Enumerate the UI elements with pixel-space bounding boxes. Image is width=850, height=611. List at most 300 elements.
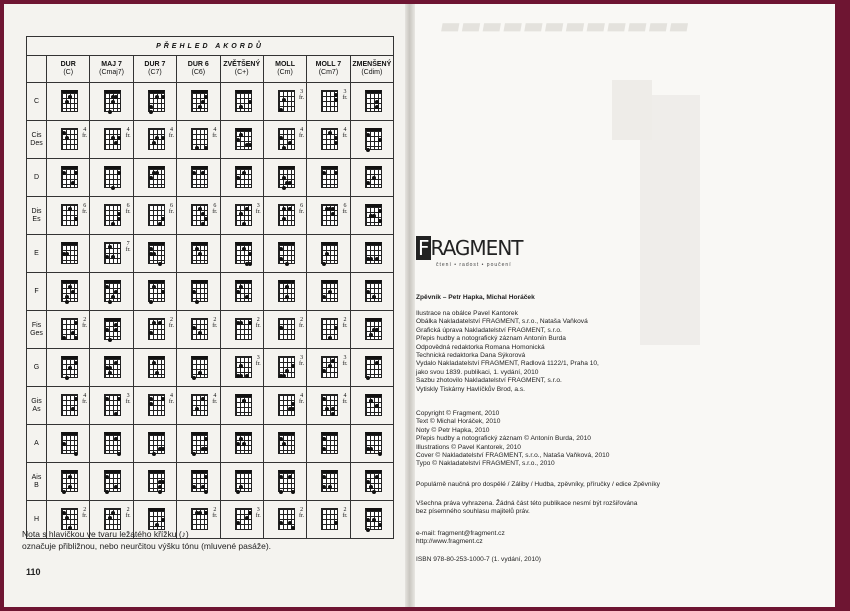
- finger-dot: [366, 133, 370, 137]
- column-name: ZMENŠENÝ: [352, 61, 392, 68]
- chord-diagram: [235, 242, 252, 264]
- finger-dot: [117, 452, 121, 456]
- chord-root-name: Fis Ges: [27, 311, 47, 349]
- fret-label: 3 fr.: [298, 355, 305, 367]
- chord-cell: [220, 273, 263, 311]
- finger-dot: [288, 141, 292, 145]
- finger-dot: [282, 98, 286, 102]
- finger-dot: [149, 402, 153, 406]
- column-header: [350, 56, 393, 83]
- chord-diagram: [148, 90, 165, 112]
- fret-label: 4 fr.: [82, 127, 88, 139]
- finger-dot: [74, 361, 78, 365]
- fret-label: 2 fr.: [298, 317, 305, 329]
- copyright-line: Typo © Nakladatelství FRAGMENT, s.r.o., 2010: [416, 460, 555, 468]
- finger-dot: [65, 252, 69, 256]
- finger-dot: [334, 136, 338, 140]
- chord-cell: [350, 387, 393, 425]
- chord-cell: [263, 83, 306, 121]
- chord-diagram: [235, 166, 252, 188]
- finger-dot: [105, 328, 109, 332]
- finger-dot: [366, 148, 370, 152]
- chord-diagram: [235, 280, 252, 302]
- logo-text: RAGMENT: [430, 236, 523, 260]
- chord-diagram: [148, 508, 165, 530]
- chord-diagram: [278, 470, 295, 492]
- chord-cell: [47, 311, 90, 349]
- column-symbol: (Cmaj7): [99, 69, 124, 76]
- chord-diagram: [321, 280, 338, 302]
- finger-dot: [204, 146, 208, 150]
- finger-dot: [161, 397, 165, 401]
- chart-title: PŘEHLED AKORDŮ: [27, 37, 394, 56]
- finger-dot: [322, 171, 326, 175]
- finger-dot: [279, 521, 283, 525]
- fret-label: 6 fr.: [125, 203, 131, 215]
- finger-dot: [239, 437, 243, 441]
- finger-dot: [161, 447, 165, 451]
- finger-dot: [248, 100, 252, 104]
- chord-cell: [90, 387, 133, 425]
- finger-dot: [282, 207, 286, 211]
- finger-dot: [369, 399, 373, 403]
- chord-row: [27, 311, 394, 349]
- finger-dot: [158, 490, 162, 494]
- column-name: DUR 7: [144, 61, 166, 68]
- finger-dot: [322, 262, 326, 266]
- finger-dot: [108, 110, 112, 114]
- copyright-line: Přepis hudby a notografický záznam © Antonín Burda, 2010: [416, 435, 591, 443]
- column-name: MAJ 7: [101, 61, 122, 68]
- finger-dot: [149, 110, 153, 114]
- finger-dot: [331, 412, 335, 416]
- finger-dot: [65, 376, 69, 380]
- column-header: [307, 56, 350, 83]
- finger-dot: [74, 336, 78, 340]
- chord-diagram: [278, 432, 295, 454]
- chord-diagram: [365, 280, 382, 302]
- chord-cell: [177, 311, 220, 349]
- chord-row: [27, 235, 394, 273]
- finger-dot: [331, 212, 335, 216]
- chord-cell: [177, 159, 220, 197]
- finger-dot: [111, 222, 115, 226]
- finger-dot: [375, 475, 379, 479]
- fret-label: 2 fr.: [82, 317, 88, 329]
- chord-row: [27, 463, 394, 501]
- finger-dot: [68, 207, 72, 211]
- chord-root-name: Ais B: [27, 463, 47, 501]
- chord-cell: [263, 197, 306, 235]
- rights-line: bez písemného souhlasu majitelů práv.: [416, 508, 530, 516]
- chord-diagram: [235, 356, 252, 378]
- finger-dot: [242, 442, 246, 446]
- finger-dot: [158, 480, 162, 484]
- finger-dot: [62, 490, 66, 494]
- finger-dot: [201, 100, 205, 104]
- chord-diagram: [278, 318, 295, 340]
- chord-cell: [133, 197, 176, 235]
- chord-cell: [307, 501, 350, 539]
- chord-diagram: [365, 394, 382, 416]
- chord-cell: [133, 425, 176, 463]
- chord-diagram: [278, 242, 295, 264]
- chord-diagram: [191, 508, 208, 530]
- chord-diagram: [104, 318, 121, 340]
- chord-diagram: [61, 394, 78, 416]
- chord-cell: [177, 121, 220, 159]
- chord-diagram: [104, 356, 121, 378]
- finger-dot: [245, 516, 249, 520]
- finger-dot: [369, 333, 373, 337]
- copyright-line: Illustrations © Pavel Kantorek, 2010: [416, 443, 521, 451]
- finger-dot: [114, 290, 118, 294]
- chord-cell: [177, 83, 220, 121]
- chord-diagram: [148, 356, 165, 378]
- fret-label: 2 fr.: [125, 507, 131, 519]
- fret-label: 4 fr.: [212, 127, 218, 139]
- chord-cell: [220, 349, 263, 387]
- finger-dot: [201, 212, 205, 216]
- finger-dot: [201, 222, 205, 226]
- finger-dot: [328, 364, 332, 368]
- finger-dot: [155, 371, 159, 375]
- finger-dot: [62, 511, 66, 515]
- fret-label: 2 fr.: [298, 507, 305, 519]
- finger-dot: [331, 207, 335, 211]
- chord-diagram: [104, 432, 121, 454]
- credit-line: jako svou 1839. publikaci, 1. vydání, 2010: [416, 368, 539, 376]
- finger-dot: [236, 442, 240, 446]
- chord-diagram: [365, 128, 382, 150]
- copyright-line: Cover © Nakladatelství FRAGMENT, s.r.o., Nataša Vaňková, 2010: [416, 452, 610, 460]
- finger-dot: [111, 295, 115, 299]
- finger-dot: [65, 300, 69, 304]
- finger-dot: [192, 452, 196, 456]
- chord-diagram: [148, 166, 165, 188]
- finger-dot: [378, 138, 382, 142]
- finger-dot: [239, 374, 243, 378]
- finger-dot: [114, 361, 118, 365]
- chord-cell: [350, 273, 393, 311]
- chord-cell: [220, 463, 263, 501]
- chord-cell: [133, 273, 176, 311]
- column-header: [220, 56, 263, 83]
- finger-dot: [117, 397, 121, 401]
- chord-diagram: [61, 280, 78, 302]
- column-symbol: (C6): [191, 69, 206, 76]
- finger-dot: [322, 475, 326, 479]
- finger-dot: [114, 141, 118, 145]
- chord-diagram: [148, 128, 165, 150]
- finger-dot: [201, 171, 205, 175]
- finger-dot: [282, 176, 286, 180]
- finger-dot: [204, 437, 208, 441]
- chord-cell: [47, 197, 90, 235]
- finger-dot: [68, 485, 72, 489]
- finger-dot: [201, 485, 205, 489]
- chord-diagram: [148, 470, 165, 492]
- bleed-through-art-2: [612, 80, 652, 140]
- chord-row: [27, 425, 394, 463]
- finger-dot: [152, 252, 156, 256]
- chord-diagram: [191, 318, 208, 340]
- finger-dot: [279, 136, 283, 140]
- finger-dot: [161, 136, 165, 140]
- finger-dot: [65, 136, 69, 140]
- chord-cell: [350, 311, 393, 349]
- chord-diagram: [235, 432, 252, 454]
- chord-root-name: H: [27, 501, 47, 539]
- finger-dot: [198, 331, 202, 335]
- finger-dot: [288, 521, 292, 525]
- finger-dot: [192, 171, 196, 175]
- chord-cell: [177, 273, 220, 311]
- chord-cell: [350, 121, 393, 159]
- finger-dot: [372, 490, 376, 494]
- fret-label: 6 fr.: [82, 203, 88, 215]
- finger-dot: [117, 212, 121, 216]
- chord-cell: [307, 197, 350, 235]
- credit-line: Vytiskly Tiskárny Havlíčkův Brod, a.s.: [416, 385, 525, 393]
- finger-dot: [68, 95, 72, 99]
- chord-diagram: [278, 280, 295, 302]
- chord-cell: [90, 83, 133, 121]
- credit-line: Odpovědná redaktorka Romana Homonická: [416, 343, 545, 351]
- finger-dot: [248, 262, 252, 266]
- chord-diagram: [191, 432, 208, 454]
- finger-dot: [279, 108, 283, 112]
- finger-dot: [291, 407, 295, 411]
- chord-cell: [47, 235, 90, 273]
- fret-label: 6 fr.: [342, 203, 348, 215]
- finger-dot: [291, 490, 295, 494]
- chord-diagram: [191, 128, 208, 150]
- finger-dot: [239, 105, 243, 109]
- chord-cell: [307, 273, 350, 311]
- chord-diagram: [191, 204, 208, 226]
- finger-dot: [372, 518, 376, 522]
- fret-label: 2 fr.: [212, 317, 218, 329]
- notation-note: [22, 528, 271, 552]
- finger-dot: [239, 133, 243, 137]
- finger-dot: [152, 285, 156, 289]
- finger-dot: [158, 262, 162, 266]
- finger-dot: [279, 257, 283, 261]
- chord-diagram: [365, 166, 382, 188]
- finger-dot: [149, 105, 153, 109]
- chord-cell: [220, 83, 263, 121]
- chord-chart: [26, 36, 394, 539]
- finger-dot: [279, 247, 283, 251]
- finger-dot: [195, 247, 199, 251]
- chord-diagram: [365, 470, 382, 492]
- chord-diagram: [235, 508, 252, 530]
- chord-cell: [307, 121, 350, 159]
- chord-diagram: [278, 204, 295, 226]
- credit-line: Vydalo Nakladatelství FRAGMENT, Radlová 1122/1, Praha 10,: [416, 360, 599, 368]
- finger-dot: [62, 171, 66, 175]
- chord-cell: [350, 501, 393, 539]
- chord-diagram: [148, 432, 165, 454]
- finger-dot: [369, 214, 373, 218]
- chord-diagram: [278, 90, 295, 112]
- finger-dot: [334, 521, 338, 525]
- chord-cell: [307, 463, 350, 501]
- chord-cell: [177, 463, 220, 501]
- chord-cell: [90, 273, 133, 311]
- finger-dot: [236, 290, 240, 294]
- chord-diagram: [148, 394, 165, 416]
- fret-label: 4 fr.: [212, 393, 218, 405]
- finger-dot: [108, 338, 112, 342]
- chord-cell: [47, 159, 90, 197]
- chord-diagram: [104, 470, 121, 492]
- finger-dot: [366, 376, 370, 380]
- rights-block: [416, 500, 716, 517]
- chord-cell: [307, 159, 350, 197]
- finger-dot: [236, 490, 240, 494]
- finger-dot: [282, 146, 286, 150]
- chord-cell: [90, 235, 133, 273]
- chord-diagram: [321, 394, 338, 416]
- finger-dot: [152, 361, 156, 365]
- finger-dot: [71, 181, 75, 185]
- chord-diagram: [61, 470, 78, 492]
- chord-cell: [350, 83, 393, 121]
- chord-diagram: [104, 166, 121, 188]
- finger-dot: [366, 480, 370, 484]
- finger-dot: [378, 209, 382, 213]
- chord-diagram: [104, 90, 121, 112]
- finger-dot: [62, 336, 66, 340]
- authors-line: Zpěvník – Petr Hapka, Michal Horáček: [416, 294, 535, 301]
- chord-root-name: Cis Des: [27, 121, 47, 159]
- chord-diagram: [235, 318, 252, 340]
- finger-dot: [322, 369, 326, 373]
- finger-dot: [334, 326, 338, 330]
- finger-dot: [288, 181, 292, 185]
- finger-dot: [331, 359, 335, 363]
- finger-dot: [195, 300, 199, 304]
- chord-cell: [263, 273, 306, 311]
- finger-dot: [198, 371, 202, 375]
- finger-dot: [195, 146, 199, 150]
- finger-dot: [152, 321, 156, 325]
- fret-label: 4 fr.: [298, 127, 305, 139]
- finger-dot: [149, 300, 153, 304]
- chord-diagram: [191, 90, 208, 112]
- finger-dot: [372, 176, 376, 180]
- chord-row: [27, 197, 394, 235]
- finger-dot: [248, 321, 252, 325]
- finger-dot: [114, 485, 118, 489]
- chord-cell: [90, 197, 133, 235]
- chord-root-name: A: [27, 425, 47, 463]
- chord-cell: [90, 159, 133, 197]
- copyright-line: Copyright © Fragment, 2010: [416, 410, 500, 417]
- finger-dot: [105, 475, 109, 479]
- finger-dot: [236, 321, 240, 325]
- fret-label: 4 fr.: [342, 127, 348, 139]
- finger-dot: [291, 526, 295, 530]
- finger-dot: [65, 295, 69, 299]
- finger-dot: [111, 100, 115, 104]
- fret-label: 3 fr.: [255, 355, 261, 367]
- finger-dot: [322, 295, 326, 299]
- chord-diagram: [321, 508, 338, 530]
- chord-cell: [307, 387, 350, 425]
- chord-cell: [263, 387, 306, 425]
- column-symbol: (C+): [234, 69, 249, 76]
- finger-dot: [161, 518, 165, 522]
- finger-dot: [161, 95, 165, 99]
- chord-cell: [90, 311, 133, 349]
- chord-diagram: [191, 356, 208, 378]
- chord-cell: [350, 349, 393, 387]
- finger-dot: [71, 331, 75, 335]
- chord-diagram: [321, 128, 338, 150]
- chord-diagram: [321, 356, 338, 378]
- chord-diagram: [61, 90, 78, 112]
- finger-dot: [161, 217, 165, 221]
- publisher-logo: [416, 236, 523, 260]
- logo-mark: F: [418, 236, 429, 260]
- finger-dot: [236, 138, 240, 142]
- finger-dot: [378, 523, 382, 527]
- finger-dot: [111, 511, 115, 515]
- finger-dot: [152, 452, 156, 456]
- chord-row: [27, 83, 394, 121]
- finger-dot: [322, 447, 326, 451]
- finger-dot: [204, 511, 208, 515]
- finger-dot: [291, 402, 295, 406]
- column-symbol: (Cdim): [361, 69, 383, 76]
- finger-dot: [328, 290, 332, 294]
- copyright-block: [416, 410, 716, 469]
- finger-dot: [322, 437, 326, 441]
- finger-dot: [105, 285, 109, 289]
- chord-cell: [47, 425, 90, 463]
- copyright-line: Noty © Petr Hapka, 2010: [416, 426, 490, 434]
- finger-dot: [279, 326, 283, 330]
- finger-dot: [65, 516, 69, 520]
- credit-line: Přepis hudby a notografický záznam Antonín Burda: [416, 335, 566, 343]
- finger-dot: [279, 490, 283, 494]
- finger-dot: [375, 361, 379, 365]
- chord-cell: [307, 425, 350, 463]
- contact-line: http://www.fragment.cz: [416, 538, 483, 546]
- fret-label: 4 fr.: [82, 393, 88, 405]
- finger-dot: [328, 485, 332, 489]
- chord-diagram: [61, 242, 78, 264]
- chord-diagram: [365, 90, 382, 112]
- finger-dot: [239, 285, 243, 289]
- fret-label: 7 fr.: [125, 241, 131, 253]
- chord-diagram: [365, 432, 382, 454]
- chord-diagram: [278, 166, 295, 188]
- chord-row: [27, 121, 394, 159]
- finger-dot: [285, 295, 289, 299]
- chord-cell: [263, 425, 306, 463]
- chord-diagram: [191, 394, 208, 416]
- finger-dot: [282, 442, 286, 446]
- finger-dot: [375, 257, 379, 261]
- column-header: [47, 56, 90, 83]
- chord-root-name: C: [27, 83, 47, 121]
- chord-cell: [350, 425, 393, 463]
- page-number: 110: [26, 567, 41, 577]
